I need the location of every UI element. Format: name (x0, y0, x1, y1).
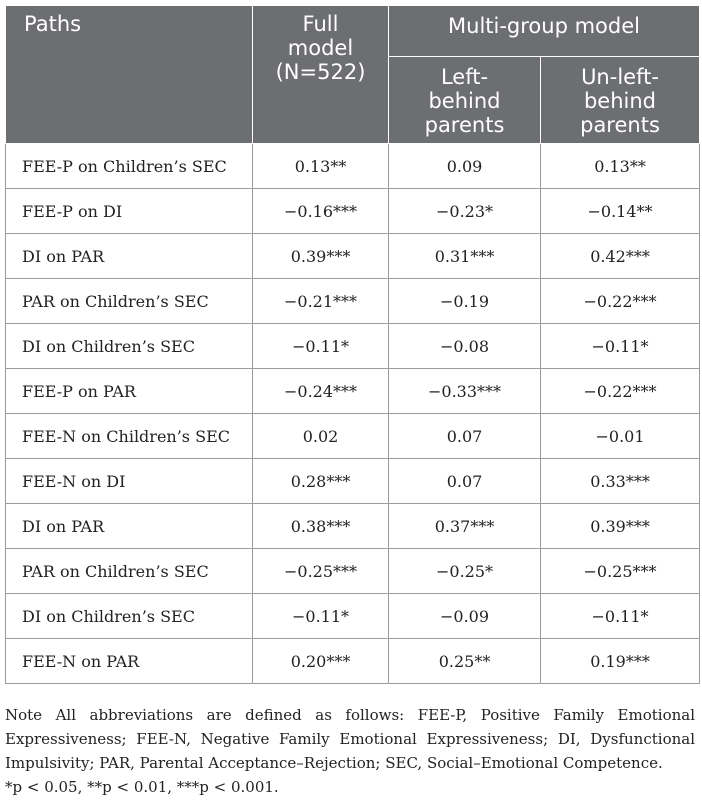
full-model-cell: −0.21*** (253, 279, 389, 324)
full-model-header (253, 6, 389, 144)
full-model-line2: model (287, 36, 354, 60)
paths-header: Paths (6, 6, 253, 144)
left-behind-cell: 0.07 (389, 459, 541, 504)
table-note (5, 703, 695, 799)
left-behind-header: Left- behind parents (389, 57, 541, 144)
unleft-behind-cell: −0.01 (541, 414, 700, 459)
left-behind-cell: 0.09 (389, 144, 541, 189)
path-cell: FEE-P on Children’s SEC (6, 144, 253, 189)
path-cell: FEE-N on Children’s SEC (6, 414, 253, 459)
path-cell: DI on PAR (6, 504, 253, 549)
path-cell: PAR on Children’s SEC (6, 279, 253, 324)
table-row (6, 279, 700, 324)
table-row (6, 369, 700, 414)
unleft-behind-cell: −0.22*** (541, 279, 700, 324)
unleft-behind-header: Un-left- behind parents (541, 57, 700, 144)
left-behind-cell: −0.19 (389, 279, 541, 324)
full-model-cell: 0.02 (253, 414, 389, 459)
full-model-cell: 0.13** (253, 144, 389, 189)
unleft-behind-cell: 0.19*** (541, 639, 700, 684)
table-row (6, 324, 700, 369)
full-model-cell: 0.20*** (253, 639, 389, 684)
table-row (6, 234, 700, 279)
unleft-behind-cell: −0.22*** (541, 369, 700, 414)
left-behind-cell: 0.37*** (389, 504, 541, 549)
header-row-1 (6, 6, 700, 57)
table-row (6, 549, 700, 594)
unleft-behind-cell: 0.39*** (541, 504, 700, 549)
left-behind-cell: −0.33*** (389, 369, 541, 414)
multi-group-header: Multi-group model (389, 6, 700, 57)
full-model-cell: 0.28*** (253, 459, 389, 504)
unleft-behind-cell: 0.42*** (541, 234, 700, 279)
table-row (6, 594, 700, 639)
table-row (6, 189, 700, 234)
full-model-n: (N=522) (275, 60, 366, 84)
table-row (6, 414, 700, 459)
abbreviations-note: Note All abbreviations are defined as follows: FEE-P, Positive Family Emotional Expressiveness; FEE-N, Negative Family Emotional Expressiveness; DI, Dysfunctional Impulsivity; PAR, Parental Acceptance–Rejection; SEC, Social–Emotional Competence. (5, 706, 695, 772)
table-row (6, 144, 700, 189)
table-row (6, 639, 700, 684)
full-model-cell: −0.11* (253, 594, 389, 639)
table-row (6, 459, 700, 504)
unleft-behind-cell: −0.14** (541, 189, 700, 234)
left-behind-cell: 0.07 (389, 414, 541, 459)
left-behind-cell: −0.25* (389, 549, 541, 594)
path-cell: DI on Children’s SEC (6, 324, 253, 369)
left-behind-cell: 0.31*** (389, 234, 541, 279)
unleft-behind-cell: 0.33*** (541, 459, 700, 504)
path-cell: FEE-P on DI (6, 189, 253, 234)
unleft-behind-cell: −0.11* (541, 324, 700, 369)
path-cell: FEE-N on DI (6, 459, 253, 504)
full-model-cell: −0.25*** (253, 549, 389, 594)
left-behind-cell: −0.09 (389, 594, 541, 639)
path-cell: FEE-P on PAR (6, 369, 253, 414)
path-cell: DI on Children’s SEC (6, 594, 253, 639)
full-model-line1: Full (302, 12, 339, 36)
unleft-behind-cell: −0.25*** (541, 549, 700, 594)
left-behind-cell: 0.25** (389, 639, 541, 684)
full-model-cell: 0.39*** (253, 234, 389, 279)
path-cell: FEE-N on PAR (6, 639, 253, 684)
full-model-cell: −0.16*** (253, 189, 389, 234)
results-table (5, 5, 700, 684)
path-cell: PAR on Children’s SEC (6, 549, 253, 594)
table-row (6, 504, 700, 549)
full-model-cell: −0.24*** (253, 369, 389, 414)
left-behind-cell: −0.08 (389, 324, 541, 369)
full-model-cell: −0.11* (253, 324, 389, 369)
path-cell: DI on PAR (6, 234, 253, 279)
unleft-behind-cell: −0.11* (541, 594, 700, 639)
left-behind-cell: −0.23* (389, 189, 541, 234)
unleft-behind-cell: 0.13** (541, 144, 700, 189)
full-model-cell: 0.38*** (253, 504, 389, 549)
significance-note: *p < 0.05, **p < 0.01, ***p < 0.001. (5, 778, 279, 796)
